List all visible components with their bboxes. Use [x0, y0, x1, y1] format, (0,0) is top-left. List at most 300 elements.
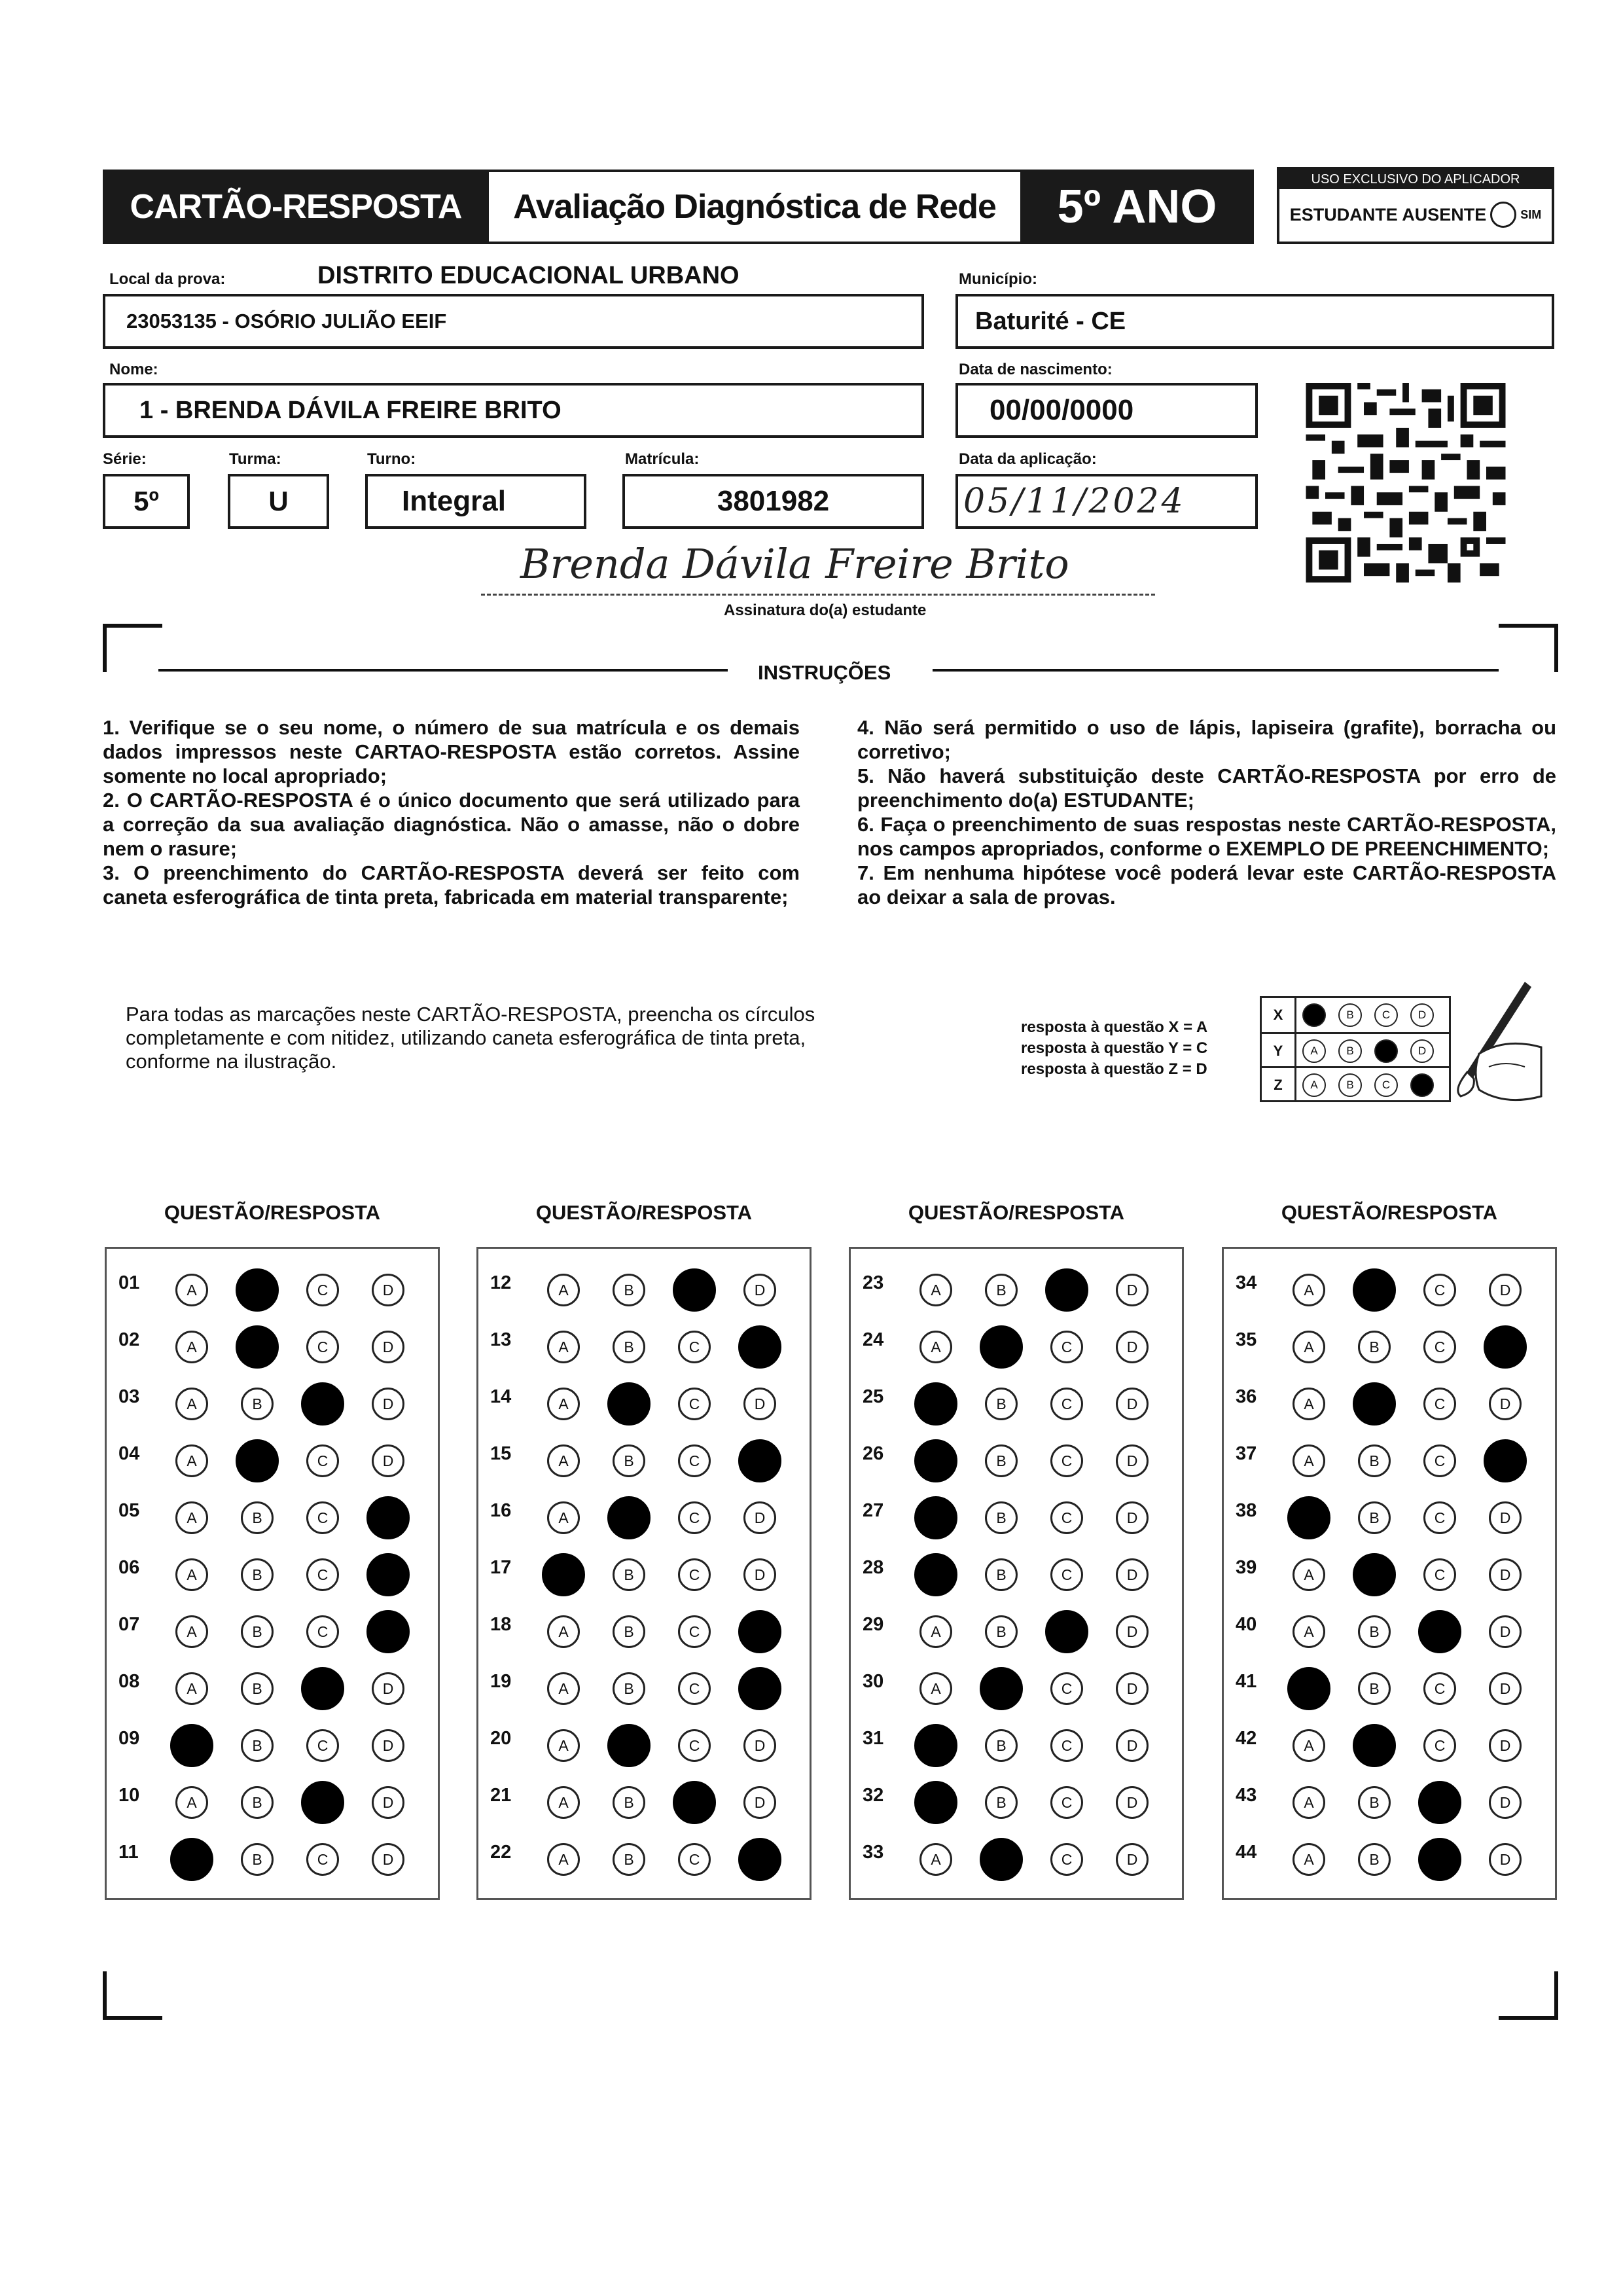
answer-bubble-d[interactable]: D [1116, 1843, 1149, 1876]
question-number: 32 [863, 1785, 884, 1806]
question-number: 16 [490, 1500, 512, 1521]
answer-bubble-d[interactable]: D [1489, 1274, 1522, 1306]
question-row [107, 1429, 438, 1486]
nome: 1 - BRENDA DÁVILA FREIRE BRITO [139, 396, 562, 424]
answer-bubble-b[interactable]: B [985, 1729, 1018, 1762]
applicator-label: USO EXCLUSIVO DO APLICADOR [1279, 170, 1552, 189]
answer-bubble-b[interactable]: B [613, 1786, 645, 1819]
answer-bubble-a[interactable]: A [1293, 1558, 1325, 1591]
answer-bubble-c[interactable]: C [306, 1615, 339, 1648]
answer-bubble-d[interactable]: D [743, 1388, 776, 1420]
answer-bubble-a[interactable]: A [1293, 1274, 1325, 1306]
answer-bubble-b[interactable] [607, 1496, 651, 1539]
answer-bubble-b[interactable]: B [241, 1558, 274, 1591]
answer-bubble-d[interactable]: D [1116, 1786, 1149, 1819]
question-row [107, 1600, 438, 1657]
answer-bubble-b[interactable]: B [1358, 1786, 1391, 1819]
answer-bubble-a[interactable]: A [919, 1615, 952, 1648]
question-row [478, 1827, 810, 1884]
question-row [1224, 1372, 1555, 1429]
answer-bubble-a[interactable] [914, 1553, 957, 1596]
signature-line [481, 594, 1155, 596]
example-bubble-d: D [1410, 1003, 1434, 1027]
answer-bubble-a[interactable]: A [547, 1672, 580, 1705]
answer-bubble-c[interactable]: C [306, 1558, 339, 1591]
question-number: 18 [490, 1614, 512, 1635]
example-bubble-d: D [1410, 1073, 1434, 1097]
instructions-rule-left [158, 669, 728, 672]
answer-bubble-a[interactable]: A [547, 1274, 580, 1306]
serie-label: Série: [103, 450, 147, 468]
answer-bubble-c[interactable]: C [678, 1558, 711, 1591]
question-number: 41 [1236, 1671, 1257, 1692]
local-label: Local da prova: [109, 270, 226, 288]
answer-bubble-c[interactable]: C [1050, 1843, 1083, 1876]
answer-bubble-c[interactable]: C [678, 1331, 711, 1363]
answer-bubble-c[interactable]: C [678, 1729, 711, 1762]
answer-bubble-c[interactable]: C [678, 1501, 711, 1534]
answer-bubble-d[interactable]: D [1489, 1729, 1522, 1762]
absent-option: SIM [1520, 207, 1542, 221]
answer-bubble-c[interactable]: C [1423, 1388, 1456, 1420]
answer-bubble-b[interactable]: B [985, 1444, 1018, 1477]
answer-bubble-d[interactable]: D [1116, 1331, 1149, 1363]
question-number: 09 [118, 1728, 140, 1749]
answer-bubble-d[interactable]: D [372, 1444, 404, 1477]
question-number: 23 [863, 1272, 884, 1293]
answer-bubble-d[interactable]: D [1489, 1615, 1522, 1648]
question-number: 11 [118, 1842, 139, 1863]
answer-bubble-c[interactable]: C [1050, 1786, 1083, 1819]
question-number: 39 [1236, 1557, 1257, 1578]
answer-bubble-b[interactable] [236, 1325, 279, 1369]
answer-bubble-d[interactable]: D [1116, 1274, 1149, 1306]
answer-bubble-c[interactable] [301, 1667, 344, 1710]
answer-bubble-a[interactable]: A [175, 1672, 208, 1705]
answer-bubble-d[interactable]: D [1489, 1786, 1522, 1819]
question-number: 30 [863, 1671, 884, 1692]
question-number: 12 [490, 1272, 512, 1293]
answer-bubble-a[interactable]: A [1293, 1729, 1325, 1762]
answer-bubble-a[interactable]: A [1293, 1331, 1325, 1363]
answer-bubble-b[interactable]: B [241, 1672, 274, 1705]
question-number: 37 [1236, 1443, 1257, 1464]
column-header-1: QUESTÃO/RESPOSTA [164, 1201, 381, 1224]
question-row [107, 1258, 438, 1315]
example-row [1262, 998, 1449, 1032]
answer-bubble-c[interactable]: C [306, 1331, 339, 1363]
answer-bubble-b[interactable]: B [985, 1501, 1018, 1534]
answer-bubble-c[interactable] [1418, 1838, 1461, 1881]
answer-bubble-d[interactable]: D [743, 1786, 776, 1819]
question-number: 42 [1236, 1728, 1257, 1749]
answer-bubble-b[interactable]: B [1358, 1843, 1391, 1876]
instruction-2: 2. O CARTÃO-RESPOSTA é o único documento que será utilizado para a correção da sua avaliação diagnóstica. Não o amasse, não o dobre nem o rasure; [103, 789, 800, 860]
nome-field [103, 383, 924, 438]
answer-bubble-d[interactable]: D [1116, 1729, 1149, 1762]
answer-bubble-a[interactable]: A [547, 1615, 580, 1648]
instruction-1: 1. Verifique se o seu nome, o número de sua matrícula e os demais dados impressos neste CARTAO-RESPOSTA estão corretos. Assine somente no local apropriado; [103, 716, 800, 787]
answer-bubble-d[interactable]: D [1489, 1501, 1522, 1534]
question-row [478, 1543, 810, 1600]
answer-bubble-d[interactable]: D [1116, 1444, 1149, 1477]
answer-bubble-a[interactable]: A [1293, 1786, 1325, 1819]
answer-bubble-c[interactable]: C [306, 1274, 339, 1306]
municipio: Baturité - CE [975, 307, 1126, 335]
answer-bubble-d[interactable]: D [1116, 1615, 1149, 1648]
answer-bubble-a[interactable]: A [175, 1615, 208, 1648]
example-bubble-a: A [1302, 1073, 1326, 1097]
municipio-label: Município: [959, 270, 1037, 288]
answer-bubble-c[interactable]: C [678, 1615, 711, 1648]
answer-bubble-d[interactable]: D [1116, 1558, 1149, 1591]
turma-label: Turma: [229, 450, 281, 468]
answer-bubble-d[interactable]: D [1489, 1672, 1522, 1705]
answer-bubble-b[interactable] [607, 1382, 651, 1426]
answer-bubble-c[interactable]: C [1423, 1274, 1456, 1306]
question-row [851, 1429, 1182, 1486]
answer-bubble-c[interactable] [1418, 1610, 1461, 1653]
answer-bubble-d[interactable]: D [372, 1388, 404, 1420]
turno: Integral [402, 485, 506, 517]
question-number: 34 [1236, 1272, 1257, 1293]
answer-bubble-a[interactable] [170, 1724, 213, 1767]
question-row [1224, 1429, 1555, 1486]
answer-bubble-b[interactable]: B [1358, 1615, 1391, 1648]
absent-bubble[interactable] [1490, 202, 1516, 228]
question-number: 02 [118, 1329, 140, 1350]
question-number: 10 [118, 1785, 140, 1806]
example-bubble-a: A [1302, 1003, 1326, 1027]
answer-bubble-c[interactable]: C [306, 1729, 339, 1762]
answer-bubble-b[interactable]: B [241, 1843, 274, 1876]
answer-bubble-a[interactable]: A [175, 1558, 208, 1591]
instruction-3: 3. O preenchimento do CARTÃO-RESPOSTA deverá ser feito com caneta esferográfica de tinta preta, fabricada em material transparente; [103, 861, 800, 908]
question-row [851, 1372, 1182, 1429]
answer-bubble-a[interactable]: A [175, 1786, 208, 1819]
question-row [851, 1543, 1182, 1600]
question-row [1224, 1827, 1555, 1884]
corner-mark-bottom-right [1499, 1971, 1558, 2020]
question-row [851, 1600, 1182, 1657]
instruction-7: 7. Em nenhuma hipótese você poderá levar este CARTÃO-RESPOSTA ao deixar a sala de provas. [857, 861, 1556, 908]
answer-bubble-a[interactable]: A [547, 1501, 580, 1534]
example-bubble-c: C [1374, 1073, 1398, 1097]
answer-bubble-a[interactable]: A [175, 1274, 208, 1306]
question-row [107, 1315, 438, 1372]
answer-bubble-c[interactable]: C [306, 1501, 339, 1534]
answer-bubble-c[interactable]: C [1050, 1331, 1083, 1363]
nome-label: Nome: [109, 361, 158, 378]
instruction-5: 5. Não haverá substituição deste CARTÃO-RESPOSTA por erro de preenchimento do(a) ESTUDANTE; [857, 764, 1556, 812]
answer-bubble-b[interactable]: B [613, 1274, 645, 1306]
answer-bubble-a[interactable]: A [175, 1388, 208, 1420]
answer-bubble-d[interactable]: D [743, 1501, 776, 1534]
example-question: X [1262, 998, 1296, 1032]
answer-bubble-d[interactable]: D [1116, 1388, 1149, 1420]
answer-bubble-c[interactable]: C [678, 1672, 711, 1705]
answer-bubble-b[interactable]: B [985, 1615, 1018, 1648]
question-row [1224, 1543, 1555, 1600]
corner-mark-top-left [103, 624, 162, 672]
answer-bubble-d[interactable]: D [372, 1843, 404, 1876]
answer-bubble-b[interactable]: B [1358, 1672, 1391, 1705]
answer-bubble-b[interactable]: B [985, 1388, 1018, 1420]
answer-bubble-a[interactable] [914, 1781, 957, 1824]
answer-bubble-c[interactable] [1418, 1781, 1461, 1824]
question-row [851, 1315, 1182, 1372]
question-row [478, 1372, 810, 1429]
answer-bubble-a[interactable]: A [175, 1444, 208, 1477]
answer-bubble-d[interactable]: D [743, 1558, 776, 1591]
card-title-block [103, 170, 489, 244]
example-line-x: resposta à questão X = A [1021, 1018, 1208, 1036]
question-row [478, 1657, 810, 1713]
question-number: 08 [118, 1671, 140, 1692]
answer-bubble-c[interactable]: C [1423, 1672, 1456, 1705]
answer-column-1 [105, 1247, 440, 1900]
question-number: 05 [118, 1500, 140, 1521]
answer-bubble-a[interactable]: A [1293, 1843, 1325, 1876]
answer-bubble-a[interactable] [1287, 1667, 1330, 1710]
question-number: 27 [863, 1500, 884, 1521]
example-line-z: resposta à questão Z = D [1021, 1060, 1207, 1078]
applicator-box [1277, 167, 1554, 244]
question-row [107, 1770, 438, 1827]
answer-bubble-a[interactable]: A [547, 1786, 580, 1819]
answer-bubble-c[interactable] [1045, 1268, 1088, 1312]
example-bubble-b: B [1338, 1073, 1362, 1097]
answer-bubble-a[interactable]: A [175, 1501, 208, 1534]
question-row [1224, 1486, 1555, 1543]
answer-bubble-c[interactable] [673, 1268, 716, 1312]
example-bubble-c: C [1374, 1003, 1398, 1027]
exam-title: Avaliação Diagnóstica de Rede [513, 188, 996, 226]
answer-bubble-d[interactable] [738, 1838, 781, 1881]
answer-bubble-d[interactable]: D [1489, 1843, 1522, 1876]
answer-bubble-b[interactable]: B [1358, 1444, 1391, 1477]
serie: 5º [134, 486, 159, 516]
answer-bubble-c[interactable]: C [306, 1444, 339, 1477]
example-line-y: resposta à questão Y = C [1021, 1039, 1208, 1057]
question-number: 25 [863, 1386, 884, 1407]
question-number: 17 [490, 1557, 512, 1578]
answer-bubble-c[interactable] [301, 1382, 344, 1426]
question-number: 36 [1236, 1386, 1257, 1407]
turno-label: Turno: [367, 450, 416, 468]
answer-bubble-a[interactable]: A [1293, 1388, 1325, 1420]
answer-bubble-a[interactable]: A [547, 1843, 580, 1876]
district: DISTRITO EDUCACIONAL URBANO [317, 262, 740, 289]
answer-bubble-a[interactable]: A [1293, 1615, 1325, 1648]
answer-bubble-c[interactable]: C [1423, 1558, 1456, 1591]
answer-bubble-d[interactable] [366, 1610, 410, 1653]
answer-bubble-b[interactable]: B [241, 1615, 274, 1648]
answer-bubble-a[interactable]: A [547, 1331, 580, 1363]
answer-bubble-a[interactable]: A [547, 1444, 580, 1477]
question-number: 04 [118, 1443, 140, 1464]
answer-bubble-c[interactable]: C [1050, 1388, 1083, 1420]
answer-bubble-b[interactable] [1353, 1268, 1396, 1312]
answer-bubble-b[interactable]: B [1358, 1501, 1391, 1534]
answer-bubble-c[interactable] [1045, 1610, 1088, 1653]
answer-bubble-a[interactable]: A [547, 1729, 580, 1762]
question-row [851, 1770, 1182, 1827]
answer-bubble-b[interactable] [1353, 1724, 1396, 1767]
example-bubble-a: A [1302, 1039, 1326, 1063]
answer-bubble-d[interactable]: D [743, 1729, 776, 1762]
answer-bubble-d[interactable]: D [372, 1672, 404, 1705]
answer-bubble-c[interactable]: C [1423, 1729, 1456, 1762]
answer-bubble-a[interactable]: A [547, 1388, 580, 1420]
question-number: 29 [863, 1614, 884, 1635]
answer-bubble-d[interactable]: D [1489, 1558, 1522, 1591]
aplicacao: 05/11/2024 [963, 482, 1186, 521]
answer-bubble-b[interactable] [607, 1724, 651, 1767]
answer-bubble-a[interactable] [914, 1496, 957, 1539]
answer-bubble-c[interactable]: C [1050, 1672, 1083, 1705]
answer-bubble-a[interactable] [170, 1838, 213, 1881]
answer-bubble-d[interactable] [366, 1496, 410, 1539]
answer-bubble-a[interactable] [1287, 1496, 1330, 1539]
instruction-4: 4. Não será permitido o uso de lápis, lapiseira (grafite), borracha ou corretivo; [857, 716, 1556, 763]
question-number: 44 [1236, 1842, 1257, 1863]
nascimento: 00/00/0000 [990, 394, 1134, 426]
answer-bubble-d[interactable]: D [372, 1786, 404, 1819]
answer-bubble-b[interactable]: B [985, 1274, 1018, 1306]
answer-bubble-b[interactable]: B [985, 1786, 1018, 1819]
answer-bubble-d[interactable] [738, 1439, 781, 1482]
question-number: 19 [490, 1671, 512, 1692]
answer-bubble-c[interactable]: C [1423, 1501, 1456, 1534]
example-bubble-c: C [1374, 1039, 1398, 1063]
answer-bubble-d[interactable] [738, 1325, 781, 1369]
answer-bubble-a[interactable] [914, 1382, 957, 1426]
answer-bubble-c[interactable]: C [1050, 1729, 1083, 1762]
question-number: 43 [1236, 1785, 1257, 1806]
question-number: 38 [1236, 1500, 1257, 1521]
answer-bubble-d[interactable] [366, 1553, 410, 1596]
answer-bubble-d[interactable]: D [1489, 1388, 1522, 1420]
answer-bubble-b[interactable]: B [613, 1558, 645, 1591]
answer-bubble-b[interactable]: B [613, 1615, 645, 1648]
answer-bubble-b[interactable]: B [613, 1843, 645, 1876]
answer-bubble-b[interactable]: B [241, 1786, 274, 1819]
question-row [478, 1315, 810, 1372]
question-number: 20 [490, 1728, 512, 1749]
answer-bubble-a[interactable]: A [919, 1843, 952, 1876]
answer-bubble-b[interactable]: B [613, 1331, 645, 1363]
question-row [1224, 1657, 1555, 1713]
answer-bubble-c[interactable]: C [1423, 1444, 1456, 1477]
answer-bubble-d[interactable]: D [372, 1331, 404, 1363]
answer-bubble-a[interactable]: A [919, 1274, 952, 1306]
signature-label: Assinatura do(a) estudante [724, 601, 927, 619]
answer-bubble-d[interactable] [1484, 1325, 1527, 1369]
column-header-3: QUESTÃO/RESPOSTA [908, 1201, 1125, 1224]
matricula: 3801982 [717, 485, 830, 517]
answer-bubble-c[interactable]: C [678, 1444, 711, 1477]
instructions-right [857, 715, 1556, 909]
answer-bubble-b[interactable]: B [241, 1388, 274, 1420]
answer-bubble-b[interactable] [1353, 1382, 1396, 1426]
column-header-2: QUESTÃO/RESPOSTA [535, 1201, 753, 1224]
exam-title-block [489, 170, 1020, 244]
question-number: 35 [1236, 1329, 1257, 1350]
turma-field [228, 474, 329, 529]
answer-bubble-d[interactable] [738, 1610, 781, 1653]
answer-bubble-a[interactable] [542, 1553, 585, 1596]
answer-bubble-b[interactable]: B [613, 1672, 645, 1705]
answer-bubble-d[interactable] [1484, 1439, 1527, 1482]
answer-bubble-b[interactable] [980, 1838, 1023, 1881]
answer-bubble-b[interactable]: B [241, 1729, 274, 1762]
example-question: Z [1262, 1068, 1296, 1102]
fill-note: Para todas as marcações neste CARTÃO-RESPOSTA, preencha os círculos completamente e com nitidez, utilizando caneta esferográfica de tinta preta, conforme na ilustração. [126, 1003, 815, 1073]
qr-code [1304, 383, 1507, 583]
answer-bubble-c[interactable]: C [306, 1843, 339, 1876]
answer-bubble-c[interactable]: C [1050, 1501, 1083, 1534]
answer-bubble-b[interactable]: B [613, 1444, 645, 1477]
pen-hand-icon [1427, 975, 1544, 1106]
answer-bubble-b[interactable]: B [1358, 1331, 1391, 1363]
example-question: Y [1262, 1034, 1296, 1068]
answer-bubble-a[interactable]: A [919, 1672, 952, 1705]
answer-bubble-b[interactable] [236, 1439, 279, 1482]
question-number: 40 [1236, 1614, 1257, 1635]
answer-bubble-c[interactable]: C [1423, 1331, 1456, 1363]
answer-bubble-d[interactable]: D [372, 1729, 404, 1762]
question-row [107, 1543, 438, 1600]
answer-bubble-b[interactable] [980, 1667, 1023, 1710]
answer-bubble-a[interactable]: A [175, 1331, 208, 1363]
example-bubble-b: B [1338, 1003, 1362, 1027]
aplicacao-label: Data da aplicação: [959, 450, 1097, 468]
nascimento-label: Data de nascimento: [959, 361, 1113, 378]
answer-bubble-a[interactable]: A [919, 1331, 952, 1363]
answer-bubble-c[interactable]: C [678, 1388, 711, 1420]
answer-bubble-c[interactable]: C [678, 1843, 711, 1876]
example-row [1262, 1066, 1449, 1102]
answer-bubble-c[interactable]: C [1050, 1444, 1083, 1477]
answer-bubble-c[interactable]: C [1050, 1558, 1083, 1591]
answer-bubble-b[interactable] [980, 1325, 1023, 1369]
answer-bubble-a[interactable] [914, 1439, 957, 1482]
question-number: 15 [490, 1443, 512, 1464]
question-number: 14 [490, 1386, 512, 1407]
turno-field [365, 474, 586, 529]
answer-bubble-a[interactable]: A [1293, 1444, 1325, 1477]
answer-bubble-d[interactable] [738, 1667, 781, 1710]
question-number: 03 [118, 1386, 140, 1407]
answer-bubble-d[interactable]: D [1116, 1501, 1149, 1534]
answer-bubble-d[interactable]: D [372, 1274, 404, 1306]
answer-bubble-b[interactable]: B [985, 1558, 1018, 1591]
answer-bubble-b[interactable]: B [241, 1501, 274, 1534]
answer-bubble-b[interactable] [236, 1268, 279, 1312]
answer-bubble-c[interactable] [301, 1781, 344, 1824]
question-row [478, 1258, 810, 1315]
answer-bubble-d[interactable]: D [743, 1274, 776, 1306]
answer-bubble-b[interactable] [1353, 1553, 1396, 1596]
question-number: 24 [863, 1329, 884, 1350]
answer-bubble-d[interactable]: D [1116, 1672, 1149, 1705]
question-row [1224, 1600, 1555, 1657]
instruction-6: 6. Faça o preenchimento de suas respostas neste CARTÃO-RESPOSTA, nos campos apropriados, conforme o EXEMPLO DE PREENCHIMENTO; [857, 813, 1556, 860]
answer-bubble-a[interactable] [914, 1724, 957, 1767]
example-grid [1260, 996, 1451, 1102]
answer-bubble-c[interactable] [673, 1781, 716, 1824]
